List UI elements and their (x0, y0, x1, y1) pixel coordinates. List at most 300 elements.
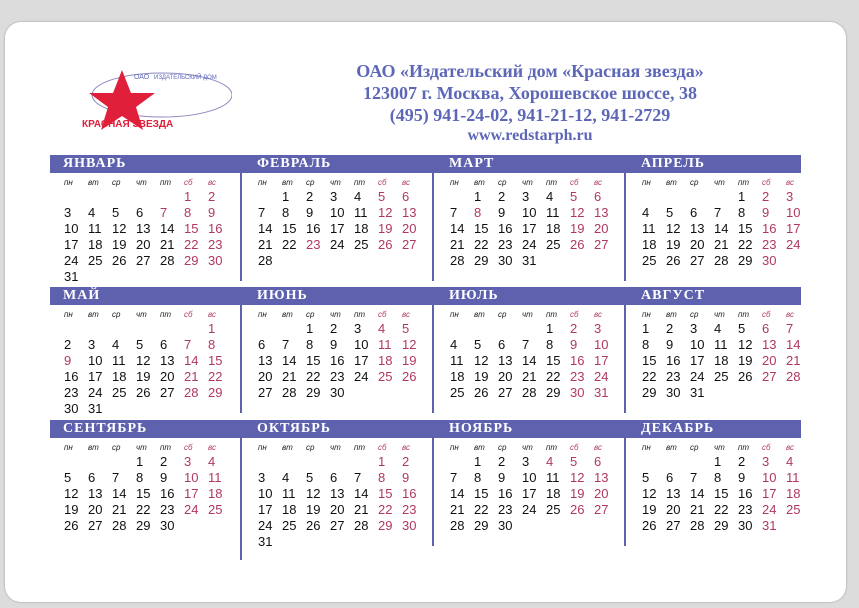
weekday-label: ср (690, 310, 699, 319)
day-cell: 18 (546, 486, 561, 501)
day-cell: 12 (642, 486, 657, 501)
day-cell: 24 (522, 237, 537, 252)
day-cell: 19 (666, 237, 681, 252)
day-cell: 27 (666, 518, 681, 533)
day-cell: 31 (258, 534, 273, 549)
day-cell: 22 (714, 502, 729, 517)
day-cell: 27 (258, 385, 273, 400)
weekday-label: вт (282, 310, 293, 319)
day-cell: 11 (786, 470, 800, 485)
day-cell: 8 (136, 470, 144, 485)
day-cell: 15 (474, 221, 489, 236)
day-cell: 21 (714, 237, 729, 252)
day-cell: 9 (208, 205, 216, 220)
day-cell: 13 (136, 221, 151, 236)
day-cell: 21 (786, 353, 801, 368)
day-cell: 27 (498, 385, 513, 400)
day-cell: 8 (282, 205, 290, 220)
weekday-label: пн (64, 443, 73, 452)
day-cell: 25 (354, 237, 369, 252)
day-cell: 5 (570, 454, 578, 469)
day-cell: 17 (786, 221, 801, 236)
day-cell: 14 (258, 221, 273, 236)
day-cell: 30 (762, 253, 777, 268)
day-cell: 19 (136, 369, 151, 384)
weekday-label: пн (642, 310, 651, 319)
day-cell: 30 (738, 518, 753, 533)
day-cell: 10 (762, 470, 777, 485)
day-cell: 27 (594, 237, 609, 252)
day-cell: 6 (258, 337, 266, 352)
day-cell: 9 (402, 470, 410, 485)
day-cell: 24 (786, 237, 801, 252)
day-cell: 10 (522, 205, 537, 220)
day-cell: 20 (136, 237, 151, 252)
day-cell: 14 (522, 353, 537, 368)
weekday-label: вс (208, 178, 216, 187)
day-cell: 16 (64, 369, 79, 384)
day-cell: 5 (378, 189, 386, 204)
day-cell: 16 (498, 221, 513, 236)
day-cell: 24 (594, 369, 609, 384)
day-cell: 15 (208, 353, 223, 368)
day-cell: 14 (160, 221, 175, 236)
day-cell: 26 (666, 253, 681, 268)
weekday-label: пт (738, 310, 750, 319)
day-cell: 15 (282, 221, 297, 236)
day-cell: 27 (88, 518, 103, 533)
day-cell: 4 (546, 189, 554, 204)
day-cell: 11 (282, 486, 296, 501)
day-cell: 18 (112, 369, 127, 384)
day-cell: 13 (498, 353, 513, 368)
day-cell: 8 (378, 470, 386, 485)
day-cell: 9 (762, 205, 770, 220)
month-divider (240, 434, 242, 560)
day-cell: 13 (666, 486, 681, 501)
day-cell: 3 (88, 337, 96, 352)
weekday-label: пт (546, 178, 558, 187)
day-cell: 24 (88, 385, 103, 400)
day-cell: 2 (570, 321, 578, 336)
day-cell: 28 (714, 253, 729, 268)
day-cell: 31 (522, 253, 537, 268)
day-cell: 16 (306, 221, 321, 236)
day-cell: 3 (594, 321, 602, 336)
day-cell: 23 (306, 237, 321, 252)
day-cell: 10 (786, 205, 801, 220)
day-cell: 29 (378, 518, 393, 533)
weekday-label: вс (786, 178, 794, 187)
day-cell: 13 (762, 337, 777, 352)
weekday-label: ср (498, 310, 507, 319)
day-cell: 3 (786, 189, 794, 204)
day-cell: 28 (184, 385, 199, 400)
day-cell: 6 (498, 337, 506, 352)
day-cell: 8 (546, 337, 554, 352)
day-cell: 7 (112, 470, 120, 485)
day-cell: 16 (762, 221, 777, 236)
month-name: НОЯБРЬ (449, 421, 514, 436)
day-cell: 24 (354, 369, 369, 384)
day-cell: 28 (282, 385, 297, 400)
weekday-label: чт (136, 443, 147, 452)
logo-name: КРАСНАЯ ЗВЕЗДА (82, 119, 174, 130)
day-cell: 1 (714, 454, 722, 469)
day-cell: 23 (738, 502, 753, 517)
day-cell: 21 (690, 502, 705, 517)
day-cell: 11 (112, 353, 126, 368)
day-cell: 16 (498, 486, 513, 501)
day-cell: 4 (546, 454, 554, 469)
day-cell: 19 (738, 353, 753, 368)
day-cell: 26 (378, 237, 393, 252)
day-cell: 10 (64, 221, 79, 236)
day-cell: 4 (282, 470, 290, 485)
weekday-label: сб (762, 443, 771, 452)
day-cell: 29 (714, 518, 729, 533)
day-cell: 27 (690, 253, 705, 268)
weekday-label: чт (136, 178, 147, 187)
day-cell: 15 (306, 353, 321, 368)
day-cell: 3 (330, 189, 338, 204)
day-cell: 18 (282, 502, 297, 517)
day-cell: 12 (666, 221, 681, 236)
day-cell: 25 (282, 518, 297, 533)
day-cell: 1 (642, 321, 650, 336)
header-website: www.redstarph.ru (467, 127, 593, 144)
logo-line1: ОАО (134, 74, 150, 81)
weekday-label: чт (330, 178, 341, 187)
day-cell: 22 (546, 369, 561, 384)
weekday-label: пн (642, 443, 651, 452)
month-divider (432, 434, 434, 546)
day-cell: 16 (330, 353, 345, 368)
day-cell: 9 (738, 470, 746, 485)
day-cell: 16 (160, 486, 175, 501)
day-cell: 1 (546, 321, 554, 336)
weekday-label: чт (330, 443, 341, 452)
day-cell: 3 (762, 454, 770, 469)
day-cell: 2 (738, 454, 746, 469)
day-cell: 2 (498, 189, 506, 204)
day-cell: 19 (112, 237, 127, 252)
day-cell: 6 (594, 454, 602, 469)
day-cell: 17 (88, 369, 103, 384)
weekday-label: вт (666, 178, 677, 187)
day-cell: 17 (354, 353, 369, 368)
weekday-label: вт (474, 443, 485, 452)
day-cell: 21 (522, 369, 537, 384)
day-cell: 14 (690, 486, 705, 501)
day-cell: 13 (88, 486, 103, 501)
day-cell: 13 (594, 470, 609, 485)
day-cell: 1 (136, 454, 144, 469)
weekday-label: вт (666, 443, 677, 452)
day-cell: 1 (282, 189, 290, 204)
weekday-label: чт (136, 310, 147, 319)
weekday-label: ср (306, 310, 315, 319)
day-cell: 24 (64, 253, 79, 268)
weekday-label: вс (208, 310, 216, 319)
weekday-label: вт (474, 310, 485, 319)
day-cell: 1 (738, 189, 746, 204)
day-cell: 10 (88, 353, 103, 368)
weekday-label: ср (498, 443, 507, 452)
day-cell: 31 (64, 269, 79, 284)
day-cell: 9 (570, 337, 578, 352)
day-cell: 13 (330, 486, 345, 501)
month-name: ИЮНЬ (257, 288, 308, 303)
day-cell: 6 (762, 321, 770, 336)
day-cell: 22 (474, 237, 489, 252)
day-cell: 23 (330, 369, 345, 384)
day-cell: 10 (354, 337, 369, 352)
day-cell: 22 (378, 502, 393, 517)
day-cell: 4 (642, 205, 650, 220)
day-cell: 25 (88, 253, 103, 268)
weekday-label: сб (184, 443, 193, 452)
day-cell: 12 (570, 205, 585, 220)
weekday-label: пт (354, 443, 366, 452)
day-cell: 29 (136, 518, 151, 533)
day-cell: 22 (738, 237, 753, 252)
weekday-label: ср (690, 443, 699, 452)
weekday-label: пн (64, 310, 73, 319)
month-name: ИЮЛЬ (449, 288, 499, 303)
day-cell: 28 (258, 253, 273, 268)
day-cell: 22 (306, 369, 321, 384)
day-cell: 1 (378, 454, 386, 469)
day-cell: 31 (594, 385, 609, 400)
day-cell: 11 (546, 205, 560, 220)
day-cell: 27 (330, 518, 345, 533)
day-cell: 13 (594, 205, 609, 220)
logo-line2: ИЗДАТЕЛЬСКИЙ ДОМ (154, 75, 217, 81)
day-cell: 25 (208, 502, 223, 517)
day-cell: 19 (306, 502, 321, 517)
day-cell: 29 (474, 253, 489, 268)
day-cell: 4 (88, 205, 96, 220)
weekday-label: вт (282, 178, 293, 187)
day-cell: 11 (378, 337, 392, 352)
day-cell: 25 (112, 385, 127, 400)
day-cell: 30 (160, 518, 175, 533)
day-cell: 15 (474, 486, 489, 501)
day-cell: 10 (594, 337, 609, 352)
day-cell: 29 (546, 385, 561, 400)
weekday-label: пн (258, 310, 267, 319)
weekday-label: ср (690, 178, 699, 187)
day-cell: 8 (474, 205, 482, 220)
day-cell: 3 (258, 470, 266, 485)
day-cell: 6 (666, 470, 674, 485)
day-cell: 20 (594, 486, 609, 501)
day-cell: 15 (642, 353, 657, 368)
day-cell: 4 (786, 454, 794, 469)
day-cell: 29 (474, 518, 489, 533)
weekday-label: пн (450, 178, 459, 187)
day-cell: 2 (208, 189, 216, 204)
day-cell: 11 (88, 221, 102, 236)
day-cell: 8 (474, 470, 482, 485)
day-cell: 9 (330, 337, 338, 352)
day-cell: 21 (354, 502, 369, 517)
day-cell: 17 (184, 486, 199, 501)
day-cell: 30 (330, 385, 345, 400)
day-cell: 17 (522, 221, 537, 236)
day-cell: 1 (474, 189, 482, 204)
day-cell: 3 (522, 454, 530, 469)
weekday-label: сб (570, 443, 579, 452)
day-cell: 23 (160, 502, 175, 517)
weekday-label: сб (184, 310, 193, 319)
day-cell: 17 (330, 221, 345, 236)
day-cell: 28 (112, 518, 127, 533)
day-cell: 5 (666, 205, 674, 220)
day-cell: 28 (786, 369, 801, 384)
month-name: ОКТЯБРЬ (257, 421, 332, 436)
day-cell: 1 (208, 321, 216, 336)
day-cell: 13 (258, 353, 273, 368)
day-cell: 26 (402, 369, 417, 384)
day-cell: 22 (184, 237, 199, 252)
day-cell: 12 (136, 353, 151, 368)
day-cell: 17 (258, 502, 273, 517)
day-cell: 11 (208, 470, 222, 485)
day-cell: 12 (306, 486, 321, 501)
day-cell: 16 (738, 486, 753, 501)
day-cell: 5 (136, 337, 144, 352)
day-cell: 5 (112, 205, 120, 220)
day-cell: 21 (258, 237, 273, 252)
weekday-label: вс (402, 310, 410, 319)
day-cell: 12 (64, 486, 79, 501)
day-cell: 8 (714, 470, 722, 485)
day-cell: 26 (136, 385, 151, 400)
weekday-label: вс (594, 178, 602, 187)
header-company: ОАО «Издательский дом «Красная звезда» (356, 61, 704, 81)
day-cell: 25 (450, 385, 465, 400)
publisher-header (290, 60, 770, 146)
day-cell: 9 (64, 353, 72, 368)
month-name: МАЙ (63, 288, 101, 303)
day-cell: 31 (88, 401, 103, 416)
day-cell: 5 (402, 321, 410, 336)
day-cell: 23 (64, 385, 79, 400)
month-divider (432, 301, 434, 413)
day-cell: 10 (184, 470, 199, 485)
month-divider (624, 169, 626, 281)
day-cell: 14 (282, 353, 297, 368)
day-cell: 23 (208, 237, 223, 252)
day-cell: 27 (136, 253, 151, 268)
day-cell: 18 (786, 486, 801, 501)
weekday-label: пн (450, 443, 459, 452)
day-cell: 6 (88, 470, 96, 485)
day-cell: 11 (714, 337, 728, 352)
day-cell: 27 (594, 502, 609, 517)
day-cell: 25 (786, 502, 801, 517)
day-cell: 16 (666, 353, 681, 368)
day-cell: 26 (64, 518, 79, 533)
day-cell: 5 (306, 470, 314, 485)
weekday-label: ср (112, 310, 121, 319)
day-cell: 20 (258, 369, 273, 384)
day-cell: 20 (762, 353, 777, 368)
day-cell: 17 (64, 237, 79, 252)
day-cell: 4 (354, 189, 362, 204)
weekday-label: сб (378, 443, 387, 452)
day-cell: 7 (258, 205, 266, 220)
day-cell: 5 (570, 189, 578, 204)
day-cell: 19 (402, 353, 417, 368)
day-cell: 30 (666, 385, 681, 400)
day-cell: 19 (570, 486, 585, 501)
day-cell: 9 (306, 205, 314, 220)
weekday-label: вс (402, 443, 410, 452)
day-cell: 29 (306, 385, 321, 400)
day-cell: 4 (378, 321, 386, 336)
day-cell: 19 (570, 221, 585, 236)
weekday-label: вт (88, 310, 99, 319)
month-divider (624, 434, 626, 546)
day-cell: 11 (546, 470, 560, 485)
day-cell: 4 (208, 454, 216, 469)
day-cell: 28 (450, 518, 465, 533)
day-cell: 16 (208, 221, 223, 236)
weekday-label: пт (354, 178, 366, 187)
day-cell: 24 (762, 502, 777, 517)
weekday-label: вт (474, 178, 485, 187)
day-cell: 4 (112, 337, 120, 352)
day-cell: 2 (330, 321, 338, 336)
month-divider (240, 301, 242, 413)
day-cell: 23 (666, 369, 681, 384)
weekday-label: ср (306, 443, 315, 452)
day-cell: 1 (184, 189, 192, 204)
weekday-label: сб (184, 178, 193, 187)
day-cell: 18 (88, 237, 103, 252)
day-cell: 21 (450, 502, 465, 517)
day-cell: 21 (112, 502, 127, 517)
weekday-label: ср (112, 443, 121, 452)
day-cell: 22 (642, 369, 657, 384)
day-cell: 21 (184, 369, 199, 384)
day-cell: 29 (738, 253, 753, 268)
day-cell: 17 (594, 353, 609, 368)
day-cell: 5 (474, 337, 482, 352)
day-cell: 11 (450, 353, 464, 368)
day-cell: 28 (160, 253, 175, 268)
day-cell: 9 (666, 337, 674, 352)
weekday-label: сб (570, 310, 579, 319)
month-divider (240, 169, 242, 281)
day-cell: 2 (762, 189, 770, 204)
header-address: 123007 г. Москва, Хорошевское шоссе, 38 (362, 83, 698, 103)
day-cell: 21 (160, 237, 175, 252)
weekday-label: вт (282, 443, 293, 452)
day-cell: 27 (402, 237, 417, 252)
day-cell: 23 (762, 237, 777, 252)
day-cell: 4 (714, 321, 722, 336)
day-cell: 31 (690, 385, 705, 400)
day-cell: 6 (402, 189, 410, 204)
day-cell: 12 (402, 337, 417, 352)
day-cell: 3 (522, 189, 530, 204)
day-cell: 6 (330, 470, 338, 485)
day-cell: 3 (354, 321, 362, 336)
